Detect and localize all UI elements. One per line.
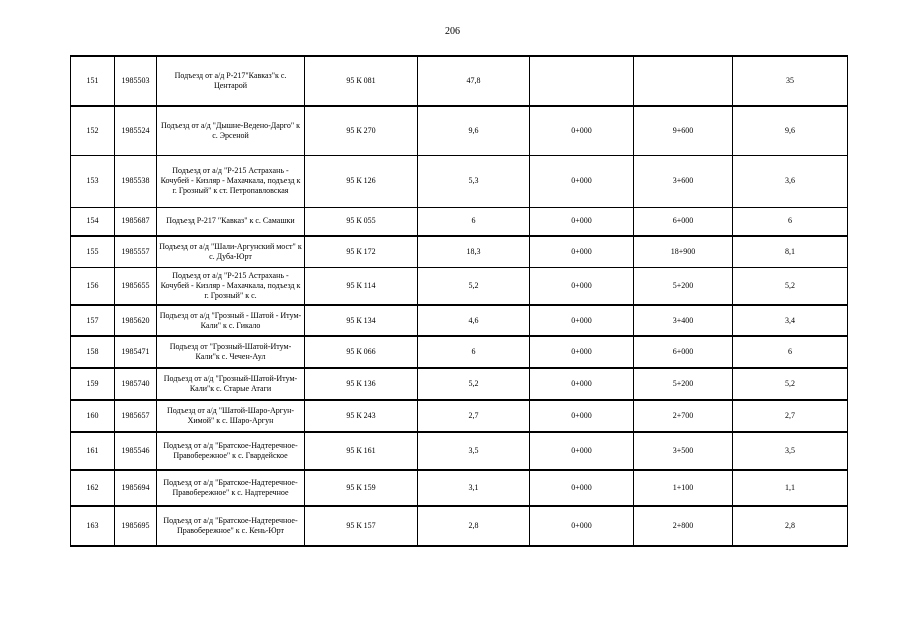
row-road-id: 95 К 172 [305,236,418,267]
table-row [71,506,848,546]
table-row [71,470,848,506]
row-road-id: 95 К 157 [305,506,418,546]
row-road-name: Подъезд от "Грозный-Шатой-Итум-Кали"к с. Чечен-Аул [157,336,305,368]
row-code: 1985695 [115,506,157,546]
row-code: 1985471 [115,336,157,368]
row-end: 9+600 [634,106,733,155]
table-row [71,368,848,400]
row-end: 2+700 [634,400,733,432]
table-row [71,336,848,368]
row-road-id: 95 К 243 [305,400,418,432]
table-row [71,155,848,207]
row-length: 47,8 [418,56,530,106]
row-road-id: 95 К 161 [305,432,418,470]
table-row [71,400,848,432]
row-number: 156 [71,267,115,305]
row-number: 154 [71,207,115,236]
row-length: 2,8 [418,506,530,546]
table-row [71,207,848,236]
row-end: 18+900 [634,236,733,267]
row-road-name: Подъезд от а/д "Грозный - Шатой - Итум-Кали" к с. Гикало [157,305,305,336]
row-length: 3,5 [418,432,530,470]
row-start: 0+000 [530,305,634,336]
row-start: 0+000 [530,400,634,432]
row-road-name: Подъезд от а/д "Братское-Надтеречное-Правобережное" к с. Надтеречное [157,470,305,506]
row-road-name: Подъезд от а/д "Грозный-Шатой-Итум-Кали"к с. Старые Атаги [157,368,305,400]
row-road-name: Подъезд от а/д "Шатой-Шаро-Аргун-Химой" к с. Шаро-Аргун [157,400,305,432]
row-start: 0+000 [530,470,634,506]
row-code: 1985524 [115,106,157,155]
row-end: 3+500 [634,432,733,470]
row-value: 3,5 [733,432,848,470]
row-number: 152 [71,106,115,155]
table-row [71,106,848,155]
row-code: 1985538 [115,155,157,207]
row-road-name: Подъезд от а/д "Братское-Надтеречное-Правобережное" к с. Гвардейское [157,432,305,470]
row-value: 2,7 [733,400,848,432]
row-road-name: Подъезд от а/д Р-217"Кавказ"к с. Центарой [157,56,305,106]
row-number: 163 [71,506,115,546]
row-code: 1985620 [115,305,157,336]
row-number: 151 [71,56,115,106]
row-start: 0+000 [530,236,634,267]
row-value: 3,6 [733,155,848,207]
row-value: 6 [733,207,848,236]
row-value: 5,2 [733,267,848,305]
row-code: 1985657 [115,400,157,432]
row-code: 1985546 [115,432,157,470]
row-road-id: 95 К 114 [305,267,418,305]
row-start: 0+000 [530,207,634,236]
row-road-id: 95 К 270 [305,106,418,155]
row-road-id: 95 К 159 [305,470,418,506]
roads-table-body [71,56,848,546]
row-code: 1985687 [115,207,157,236]
row-code: 1985655 [115,267,157,305]
row-length: 2,7 [418,400,530,432]
row-road-name: Подъезд от а/д "Р-215 Астрахань - Кочубей - Кизляр - Махачкала, подъезд к г. Грозный" к с. [157,267,305,305]
row-number: 155 [71,236,115,267]
table-row [71,267,848,305]
row-length: 3,1 [418,470,530,506]
row-road-name: Подъезд от а/д "Шали-Аргунский мост" к с. Дуба-Юрт [157,236,305,267]
row-end: 6+000 [634,207,733,236]
row-start: 0+000 [530,506,634,546]
row-road-id: 95 К 134 [305,305,418,336]
row-value: 1,1 [733,470,848,506]
row-start: 0+000 [530,368,634,400]
table-row [71,305,848,336]
row-code: 1985503 [115,56,157,106]
row-start: 0+000 [530,432,634,470]
row-road-id: 95 К 066 [305,336,418,368]
row-length: 5,2 [418,267,530,305]
row-value: 35 [733,56,848,106]
row-length: 4,6 [418,305,530,336]
row-value: 9,6 [733,106,848,155]
row-start: 0+000 [530,336,634,368]
row-road-id: 95 К 055 [305,207,418,236]
row-road-id: 95 К 126 [305,155,418,207]
row-length: 6 [418,207,530,236]
row-number: 157 [71,305,115,336]
roads-table [70,55,848,547]
table-row [71,56,848,106]
row-number: 153 [71,155,115,207]
row-number: 162 [71,470,115,506]
row-number: 160 [71,400,115,432]
row-code: 1985740 [115,368,157,400]
row-end: 3+600 [634,155,733,207]
row-end [634,56,733,106]
row-end: 3+400 [634,305,733,336]
row-value: 3,4 [733,305,848,336]
row-start [530,56,634,106]
row-end: 6+000 [634,336,733,368]
row-road-name: Подъезд от а/д "Дышне-Ведено-Дарго" к с. Эрсеной [157,106,305,155]
row-start: 0+000 [530,267,634,305]
row-length: 5,2 [418,368,530,400]
row-end: 5+200 [634,267,733,305]
row-length: 9,6 [418,106,530,155]
row-length: 18,3 [418,236,530,267]
table-row [71,236,848,267]
row-value: 2,8 [733,506,848,546]
row-length: 5,3 [418,155,530,207]
row-value: 6 [733,336,848,368]
row-end: 5+200 [634,368,733,400]
row-road-name: Подъезд Р-217 "Кавказ" к с. Самашки [157,207,305,236]
row-end: 2+800 [634,506,733,546]
row-number: 158 [71,336,115,368]
row-code: 1985557 [115,236,157,267]
row-road-id: 95 К 081 [305,56,418,106]
row-number: 159 [71,368,115,400]
row-value: 5,2 [733,368,848,400]
row-start: 0+000 [530,155,634,207]
row-road-name: Подъезд от а/д "Р-215 Астрахань - Кочубей - Кизляр - Махачкала, подъезд к г. Грозный" к ст. Петропавловская [157,155,305,207]
row-length: 6 [418,336,530,368]
row-end: 1+100 [634,470,733,506]
row-value: 8,1 [733,236,848,267]
row-road-id: 95 К 136 [305,368,418,400]
row-code: 1985694 [115,470,157,506]
table-row [71,432,848,470]
page-number: 206 [445,26,460,37]
row-start: 0+000 [530,106,634,155]
row-road-name: Подъезд от а/д "Братское-Надтеречное-Правобережное" к с. Кень-Юрт [157,506,305,546]
row-number: 161 [71,432,115,470]
